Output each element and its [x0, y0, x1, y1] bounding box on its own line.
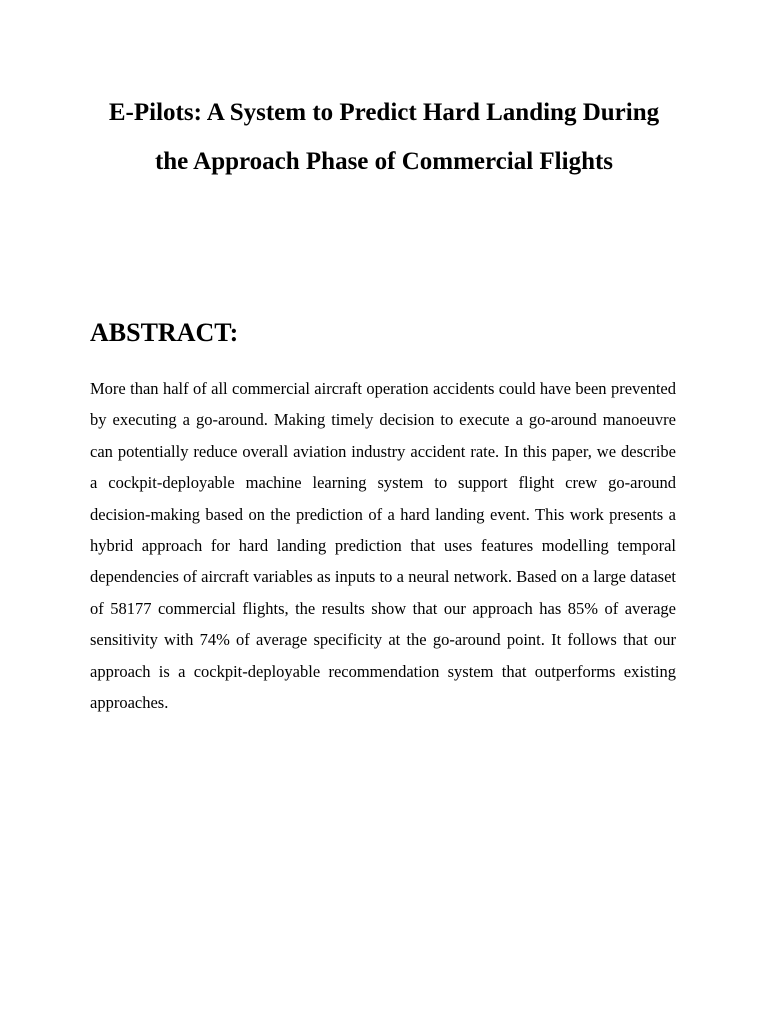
abstract-heading: ABSTRACT: [90, 318, 239, 347]
paper-title: E-Pilots: A System to Predict Hard Landing During the Approach Phase of Commercial Flights [108, 99, 660, 175]
abstract-paragraph: More than half of all commercial aircraft operation accidents could have been prevented by executing a go-around. Making timely decision to execute a go-around manoeuvre can potentially reduce overall aviation industry accident rate. In this paper, we describe a cockpit-deployable machine learning system to support flight crew go-around decision-making based on the prediction of a hard landing event. This work presents a hybrid approach for hard landing prediction that uses features modelling temporal dependencies of aircraft variables as inputs to a neural network. Based on a large dataset of 58177 commercial flights, the results show that our approach has 85% of average sensitivity with 74% of average specificity at the go-around point. It follows that our approach is a cockpit-deployable recommendation system that outperforms existing approaches. [90, 379, 676, 713]
